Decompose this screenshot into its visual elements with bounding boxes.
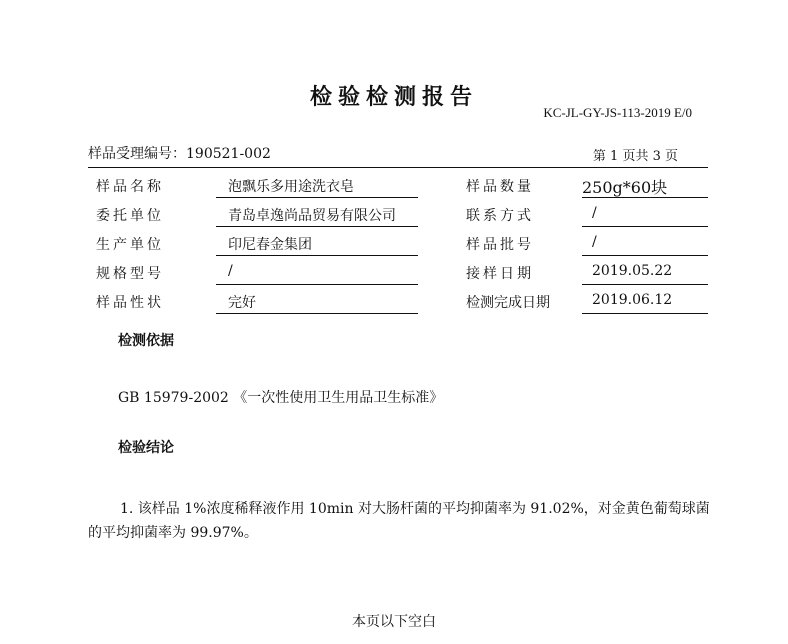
value-batch-number: / (592, 234, 597, 250)
label-contact: 联系方式 (466, 208, 534, 224)
value-contact: / (592, 205, 597, 221)
blank-below-note: 本页以下空白 (352, 614, 436, 630)
label-sample-condition: 样品性状 (96, 295, 164, 311)
value-sample-name: 泡飘乐多用途洗衣皂 (228, 179, 354, 195)
report-title: 检验检测报告 (309, 85, 478, 110)
label-manufacturer: 生产单位 (96, 237, 164, 253)
underline (582, 313, 708, 314)
label-receipt-date: 接样日期 (466, 266, 534, 282)
underline (582, 255, 708, 256)
underline (216, 255, 418, 256)
label-spec-model: 规格型号 (96, 266, 164, 282)
value-spec-model: / (228, 263, 233, 279)
value-completion-date: 2019.06.12 (592, 292, 673, 308)
value-manufacturer: 印尼春金集团 (228, 237, 312, 253)
label-completion-date: 检测完成日期 (466, 295, 550, 311)
label-sample-quantity: 样品数量 (466, 179, 534, 195)
basis-heading: 检测依据 (118, 333, 174, 349)
value-sample-quantity: 250g*60块 (582, 178, 668, 197)
underline (216, 226, 418, 227)
underline (582, 284, 708, 285)
label-client: 委托单位 (96, 208, 164, 224)
underline (216, 284, 418, 285)
label-sample-name: 样品名称 (96, 179, 164, 195)
label-batch-number: 样品批号 (466, 237, 534, 253)
header-divider (88, 167, 708, 168)
underline (216, 197, 418, 198)
value-receipt-date: 2019.05.22 (592, 263, 673, 279)
underline (582, 226, 708, 227)
value-client: 青岛卓逸尚品贸易有限公司 (228, 208, 396, 224)
sample-serial-number: 样品受理编号：190521-002 (88, 146, 271, 162)
conclusion-text: 1. 该样品 1%浓度稀释液作用 10min 对大肠杆菌的平均抑菌率为 91.02%，对金黄色葡萄球菌的平均抑菌率为 99.97%。 (88, 501, 710, 541)
page-indicator: 第 1 页共 3 页 (592, 149, 678, 164)
underline (216, 313, 418, 314)
underline (582, 197, 708, 198)
conclusion-heading: 检验结论 (118, 440, 174, 456)
value-sample-condition: 完好 (228, 295, 256, 311)
document-number: KC-JL-GY-JS-113-2019 E/0 (543, 105, 692, 120)
basis-standard: GB 15979-2002 《一次性使用卫生用品卫生标准》 (118, 390, 444, 406)
